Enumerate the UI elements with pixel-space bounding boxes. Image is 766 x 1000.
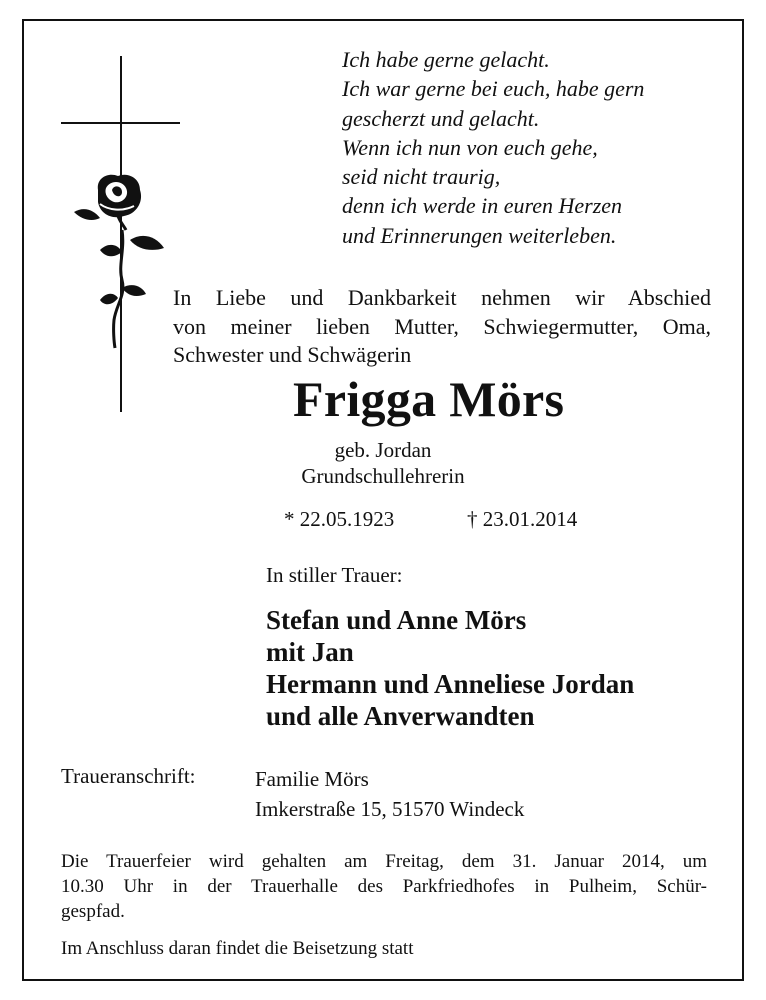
mourner-name: und alle Anverwandten xyxy=(266,701,535,731)
service-line: 10.30 Uhr in der Trauerhalle des Parkfriedhofes in Pulheim, Schür- xyxy=(61,876,707,897)
poem-line: seid nicht traurig, xyxy=(342,164,501,190)
mourners-label: In stiller Trauer: xyxy=(266,563,403,587)
mourner-name: Hermann und Anneliese Jordan xyxy=(266,669,635,699)
poem-line: Ich habe gerne gelacht. xyxy=(342,47,550,72)
poem-line: gescherzt und gelacht. xyxy=(342,105,540,131)
address-label: Traueranschrift: xyxy=(61,764,196,788)
birth-date: * 22.05.1923 xyxy=(284,507,395,531)
farewell-line: von meiner lieben Mutter, Schwiegermutter, Oma, xyxy=(173,313,711,339)
poem-line: Ich war gerne bei euch, habe gern xyxy=(342,76,645,102)
rose-icon xyxy=(70,170,170,350)
maiden-name: geb. Jordan xyxy=(334,438,432,462)
profession: Grundschullehrerin xyxy=(301,464,465,488)
death-date: † 23.01.2014 xyxy=(467,507,578,531)
service-line: gespfad. xyxy=(61,901,125,922)
burial-info: Im Anschluss daran findet die Beisetzung statt xyxy=(61,938,414,959)
mourner-name: Stefan und Anne Mörs xyxy=(266,605,527,635)
farewell-line: Schwester und Schwägerin xyxy=(173,342,412,367)
funeral-service-info xyxy=(61,849,707,924)
cross-icon-beam xyxy=(61,122,180,124)
poem-line: Wenn ich nun von euch gehe, xyxy=(342,134,598,160)
farewell-text xyxy=(173,284,711,370)
mourning-address xyxy=(255,764,524,824)
deceased-name: Frigga Mörs xyxy=(293,371,565,427)
address-line: Imkerstraße 15, 51570 Windeck xyxy=(255,797,525,821)
poem-line: und Erinnerungen weiterleben. xyxy=(342,222,617,248)
mourners-list xyxy=(266,604,634,732)
mourner-name: mit Jan xyxy=(266,637,354,667)
farewell-line: In Liebe und Dankbarkeit nehmen wir Abschied xyxy=(173,285,711,310)
service-line: Die Trauerfeier wird gehalten am Freitag, dem 31. Januar 2014, um xyxy=(61,851,707,872)
poem xyxy=(342,45,644,250)
address-line: Familie Mörs xyxy=(255,767,369,791)
poem-line: denn ich werde in euren Herzen xyxy=(342,193,623,219)
